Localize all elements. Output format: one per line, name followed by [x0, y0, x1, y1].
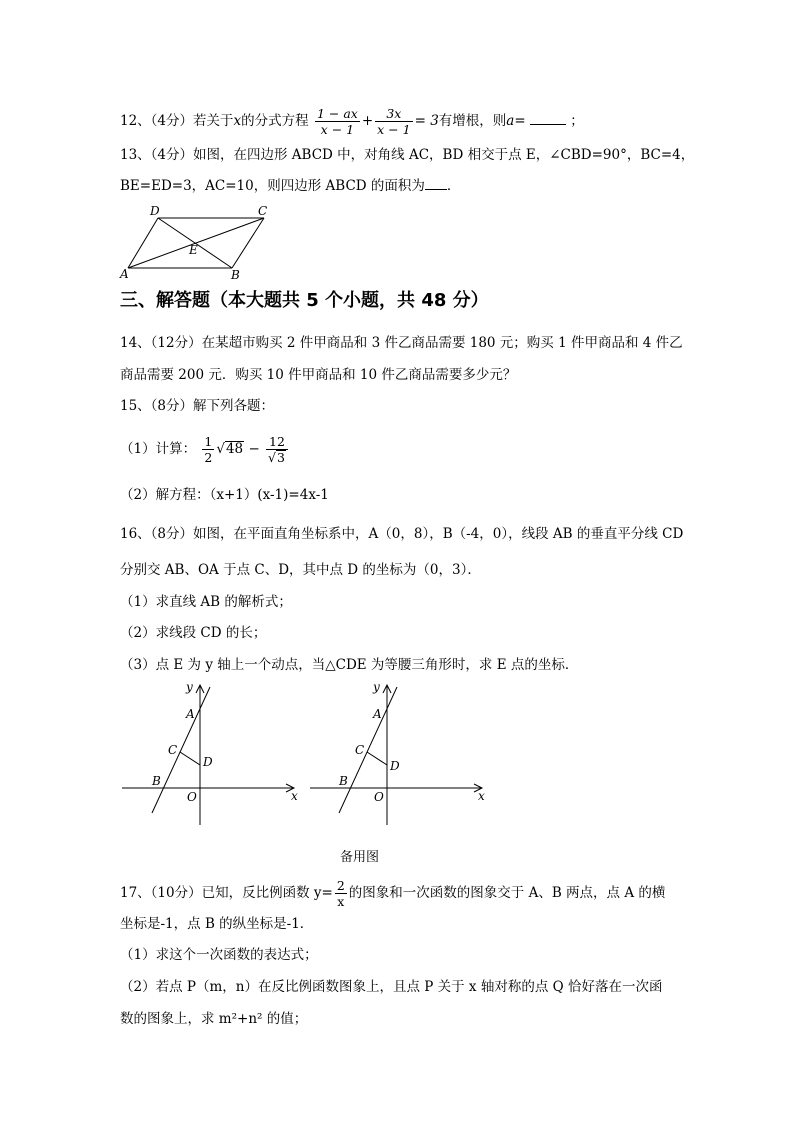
line-ab	[152, 687, 210, 813]
q16-backup-caption: 备用图	[340, 850, 380, 865]
fig1-label-y: y	[186, 680, 193, 694]
q15-line1: 15、（8分）解下列各题：	[120, 398, 275, 414]
q17-line2: 坐标是-1，点 B 的纵坐标是-1．	[120, 916, 314, 932]
section-3-heading: 三、解答题（本大题共 5 个小题，共 48 分）	[120, 290, 489, 311]
q13-line2-text: BE=ED=3，AC=10，则四边形 ABCD 的面积为	[120, 178, 425, 194]
q15-twelve-num: 12	[269, 434, 285, 449]
q15-fraction-half	[202, 434, 214, 465]
q12-f1-denominator: x − 1	[315, 121, 360, 137]
q16-line2: 分别交 AB、OA 于点 C、D，其中点 D 的坐标为（0，3）．	[120, 562, 481, 578]
q15-minus: −	[248, 441, 260, 457]
q13-line2	[120, 177, 460, 195]
q13-label-d: D	[150, 204, 160, 218]
q17-fraction	[335, 878, 347, 909]
q15-part1	[120, 434, 290, 465]
q13-label-a: A	[120, 267, 129, 281]
q15-part1-label: （1）计算：	[120, 441, 197, 457]
q16-part1: （1）求直线 AB 的解析式；	[120, 594, 292, 610]
fig2-label-d: D	[390, 759, 400, 773]
q15-part2: （2）解方程：（x+1）(x-1)=4x-1	[120, 487, 329, 503]
q15-half-num: 1	[204, 434, 213, 449]
q12-var-x: x	[233, 113, 242, 129]
q15-half-den: 2	[204, 450, 213, 465]
q13-figure-parallelogram	[118, 202, 288, 282]
q16-figure-main	[118, 677, 308, 827]
q12-suffix: 有增根，则	[438, 113, 507, 129]
fig1-label-o: O	[187, 790, 197, 804]
q13-line1: 13、（4分）如图，在四边形 ABCD 中，对角线 AC，BD 相交于点 E，∠CBD=90°，BC=4，	[120, 147, 695, 163]
fig2-label-o: O	[374, 790, 384, 804]
q17-line1	[120, 878, 665, 909]
fig2-label-c: C	[355, 743, 365, 757]
fig2-label-b: B	[339, 774, 348, 788]
fig1-label-b: B	[152, 774, 161, 788]
fig2-label-a: A	[373, 707, 382, 721]
q17-fraction-num: 2	[336, 878, 345, 893]
q12-prefix: 12、（4分）若关于	[120, 113, 234, 129]
q12-plus: +	[361, 113, 374, 129]
q12-eq: = 3	[414, 113, 439, 129]
q13-label-b: B	[231, 268, 240, 282]
q13-line2-end: ．	[446, 178, 461, 194]
q15-sqrt-48: 48	[225, 441, 244, 457]
q16-part3: （3）点 E 为 y 轴上一个动点，当△CDE 为等腰三角形时，求 E 点的坐标．	[120, 657, 579, 673]
q15-sqrt-3: 3	[277, 450, 285, 465]
q15-fraction-12	[266, 434, 288, 465]
q12-var-a: a	[506, 113, 515, 129]
q12-end: ；	[570, 113, 584, 129]
q16-part2: （2）求线段 CD 的长；	[120, 625, 267, 641]
q12-f1-numerator: 1 − ax	[316, 106, 358, 121]
q12-fraction-1	[315, 106, 360, 137]
q15-sqrt-sign-1: √	[216, 441, 225, 457]
segment-cd	[180, 752, 200, 765]
q16-line1: 16、（8分）如图，在平面直角坐标系中，A（0，8），B（-4，0），线段 AB 的垂直平分线 CD	[120, 526, 684, 542]
q12-mid: 的分式方程	[241, 113, 309, 129]
q13-answer-blank[interactable]	[425, 189, 447, 190]
q17-line1-post: 的图象和一次函数的图象交于 A、B 两点，点 A 的横	[348, 885, 666, 901]
fig2-label-x: x	[478, 789, 485, 803]
q16-figure-backup	[306, 677, 496, 827]
q15-sqrt3-den: √3	[266, 449, 288, 465]
q13-label-e: E	[189, 243, 198, 257]
q12-eq2: =	[514, 113, 526, 129]
q17-part2-line1: （2）若点 P（m，n）在反比例函数图象上，且点 P 关于 x 轴对称的点 Q 恰好落在一次函	[120, 979, 663, 995]
q17-part2-line2: 数的图象上，求 m²+n² 的值；	[120, 1011, 308, 1027]
q12-f2-numerator: 3x	[386, 106, 402, 121]
q17-line1-pre: 17、（10分）已知，反比例函数 y=	[120, 885, 333, 901]
q14-line1: 14、（12分）在某超市购买 2 件甲商品和 3 件乙商品需要 180 元；购买 1 件甲商品和 4 件乙	[120, 335, 683, 351]
q12-f2-denominator: x − 1	[377, 122, 411, 137]
q12-answer-blank[interactable]	[530, 124, 566, 125]
q14-line2: 商品需要 200 元．购买 10 件甲商品和 10 件乙商品需要多少元？	[120, 367, 517, 383]
fig1-label-a: A	[186, 707, 195, 721]
q13-label-c: C	[258, 204, 268, 218]
fig1-label-x: x	[291, 789, 298, 803]
fig2-label-y: y	[373, 680, 380, 694]
q17-part1: （1）求这个一次函数的表达式；	[120, 947, 318, 963]
q12-line	[120, 106, 584, 137]
q12-fraction-2	[375, 106, 412, 137]
fig1-label-d: D	[203, 755, 213, 769]
fig1-label-c: C	[168, 743, 178, 757]
q17-fraction-den: x	[335, 893, 347, 909]
